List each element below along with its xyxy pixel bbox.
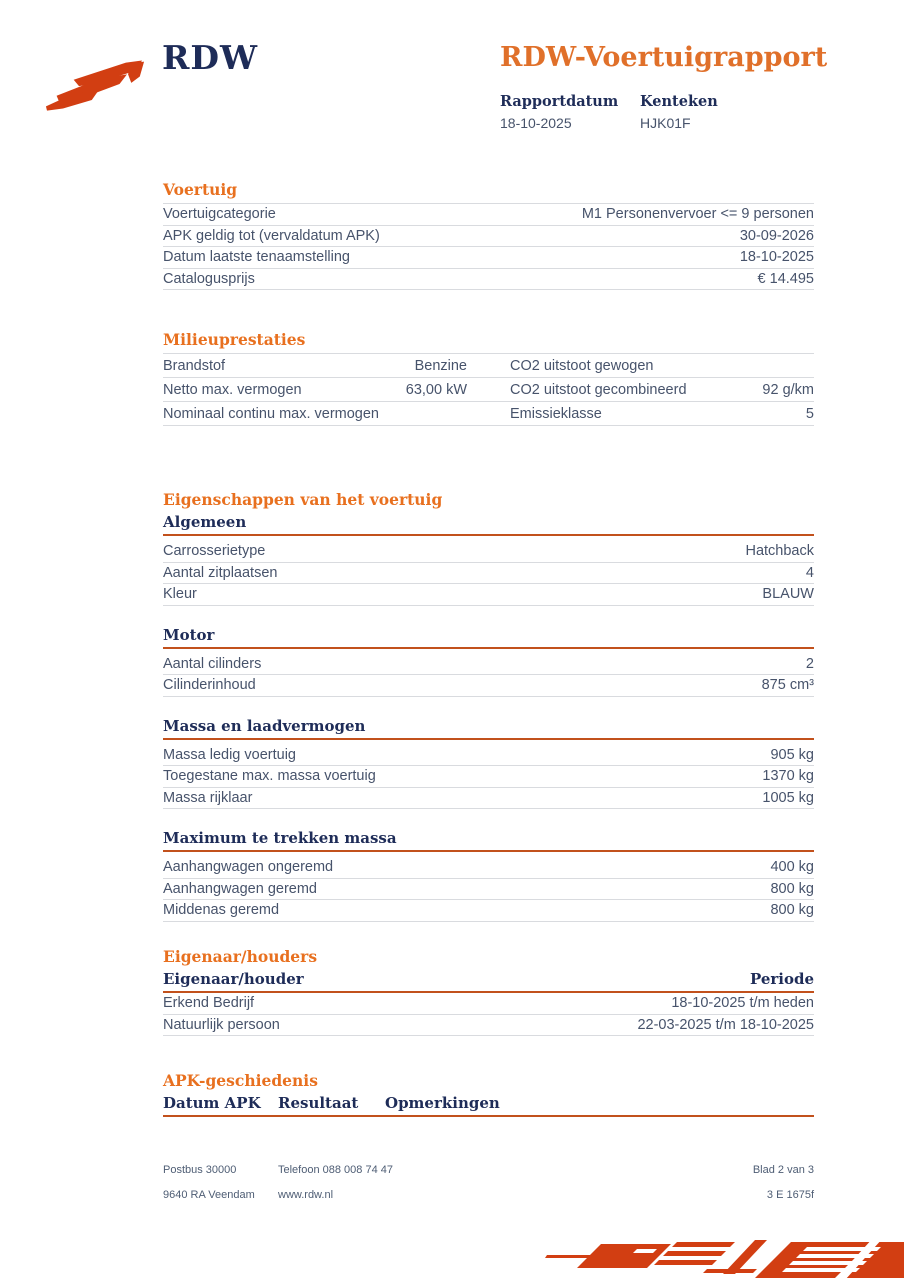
subsection-title-algemeen: Algemeen (163, 513, 814, 536)
row-value: 905 kg (770, 746, 814, 763)
table-row (163, 247, 814, 269)
motor-table (163, 649, 814, 697)
row-value: 18-10-2025 t/m heden (671, 995, 814, 1012)
algemeen-table (163, 536, 814, 606)
row-value: 30-09-2026 (739, 227, 814, 244)
table-row (163, 788, 814, 810)
license-plate-label: Kenteken (640, 93, 718, 110)
column-header-opmerkingen: Opmerkingen (385, 1094, 500, 1112)
table-row (163, 563, 814, 585)
license-plate-value: HJK01F (640, 115, 691, 131)
table-row (163, 226, 814, 248)
row-value: 5 (805, 405, 814, 422)
subsection-massa (163, 717, 814, 810)
row-value: € 14.495 (757, 270, 814, 287)
report-date-block (500, 93, 640, 131)
table-row (163, 584, 814, 606)
table-row (163, 857, 814, 879)
table-row (163, 378, 814, 402)
footer-website: www.rdw.nl (278, 1189, 334, 1201)
row-value: 22-03-2025 t/m 18-10-2025 (637, 1016, 814, 1033)
row-label: Natuurlijk persoon (163, 1016, 280, 1033)
row-value: 875 cm³ (761, 677, 814, 694)
table-row (163, 879, 814, 901)
section-title-eigenaar: Eigenaar/houders (163, 947, 318, 966)
subsection-trekken (163, 829, 814, 922)
table-row (163, 766, 814, 788)
row-value: BLAUW (762, 586, 814, 603)
section-eigenaar-houders (163, 947, 814, 1036)
footer-address-line1: Postbus 30000 (163, 1164, 237, 1176)
rdw-logo-text: RDW (162, 38, 259, 77)
row-label: Aanhangwagen geremd (163, 880, 317, 897)
subsection-algemeen (163, 513, 814, 606)
section-milieuprestaties (163, 330, 814, 426)
row-label: Brandstof (163, 357, 226, 374)
table-row (163, 541, 814, 563)
row-pair-left (163, 358, 467, 374)
row-value: Hatchback (745, 543, 814, 560)
row-value: 400 kg (770, 859, 814, 876)
row-label: Aantal cilinders (163, 655, 262, 672)
row-label: Nominaal continu max. vermogen (163, 405, 379, 422)
footer-address-line2: 9640 RA Veendam (163, 1189, 255, 1201)
section-title-milieuprestaties: Milieuprestaties (163, 330, 306, 349)
rdw-logo-icon (40, 52, 150, 116)
table-row (163, 354, 814, 378)
row-label: Massa ledig voertuig (163, 746, 296, 763)
row-value: 800 kg (770, 902, 814, 919)
row-value: Benzine (414, 357, 467, 374)
row-value: M1 Personenvervoer <= 9 personen (581, 206, 814, 223)
row-pair-right (510, 358, 814, 374)
section-title-eigenschappen: Eigenschappen van het voertuig (163, 490, 443, 509)
row-pair-left (163, 382, 467, 398)
table-row (163, 402, 814, 426)
column-header-datum-apk: Datum APK (163, 1094, 261, 1112)
table-row (163, 993, 814, 1015)
row-pair-right (510, 406, 814, 422)
subsection-title-massa: Massa en laadvermogen (163, 717, 814, 740)
row-label: Cilinderinhoud (163, 677, 256, 694)
page-title: RDW-Voertuigrapport (500, 42, 828, 73)
milieu-table (163, 353, 814, 426)
row-label: Aantal zitplaatsen (163, 564, 278, 581)
row-label: CO2 uitstoot gewogen (510, 357, 654, 374)
section-apk-geschiedenis (163, 1071, 814, 1117)
row-value: 18-10-2025 (739, 249, 814, 266)
row-label: APK geldig tot (vervaldatum APK) (163, 227, 380, 244)
subsection-motor (163, 626, 814, 697)
report-date-label: Rapportdatum (500, 93, 619, 110)
row-label: Erkend Bedrijf (163, 995, 255, 1012)
row-label: Datum laatste tenaamstelling (163, 249, 350, 266)
row-value: 4 (805, 564, 814, 581)
row-value: 92 g/km (762, 381, 814, 398)
footer-phone: Telefoon 088 008 74 47 (278, 1164, 393, 1176)
apk-table-header (163, 1094, 814, 1117)
massa-table (163, 740, 814, 810)
row-label: Catalogusprijs (163, 270, 255, 287)
section-eigenschappen (163, 490, 814, 922)
section-title-apk: APK-geschiedenis (163, 1071, 318, 1090)
row-label: Toegestane max. massa voertuig (163, 768, 376, 785)
row-pair-left (163, 406, 467, 422)
row-value: 2 (805, 655, 814, 672)
row-label: Aanhangwagen ongeremd (163, 859, 334, 876)
footer-row (163, 1189, 814, 1201)
table-row (163, 654, 814, 676)
license-plate-block (640, 93, 780, 131)
trekken-table (163, 852, 814, 922)
subsection-title-motor: Motor (163, 626, 814, 649)
table-row (163, 1015, 814, 1037)
subsection-title-trekken: Maximum te trekken massa (163, 829, 814, 852)
voertuig-table (163, 203, 814, 290)
row-value: 1370 kg (762, 768, 814, 785)
rdw-speed-stripes-graphic-icon (519, 1234, 904, 1280)
table-row (163, 900, 814, 922)
report-meta (500, 93, 820, 131)
report-header (500, 42, 828, 131)
row-label: Emissieklasse (510, 405, 602, 422)
row-value: 63,00 kW (405, 381, 467, 398)
row-label: Voertuigcategorie (163, 206, 276, 223)
column-header-owner: Eigenaar/houder (163, 970, 304, 988)
row-label: Kleur (163, 586, 197, 603)
table-row (163, 269, 814, 291)
table-row (163, 204, 814, 226)
row-value: 1005 kg (762, 789, 814, 806)
row-pair-right (510, 382, 814, 398)
row-label: Middenas geremd (163, 902, 280, 919)
column-header-resultaat: Resultaat (278, 1094, 359, 1112)
row-label: Netto max. vermogen (163, 381, 302, 398)
table-row (163, 745, 814, 767)
page-footer (163, 1164, 814, 1214)
row-label: Massa rijklaar (163, 789, 253, 806)
footer-row (163, 1164, 814, 1176)
table-row (163, 675, 814, 697)
row-label: CO2 uitstoot gecombineerd (510, 381, 687, 398)
section-title-voertuig: Voertuig (163, 180, 238, 199)
eigenaar-table-header (163, 970, 814, 993)
footer-form-code: 3 E 1675f (766, 1189, 814, 1201)
eigenaar-table (163, 993, 814, 1036)
row-value: 800 kg (770, 880, 814, 897)
column-header-period: Periode (749, 970, 814, 988)
report-date-value: 18-10-2025 (500, 115, 572, 131)
section-voertuig (163, 180, 814, 290)
row-label: Carrosserietype (163, 543, 266, 560)
footer-page-indicator: Blad 2 van 3 (752, 1164, 814, 1176)
